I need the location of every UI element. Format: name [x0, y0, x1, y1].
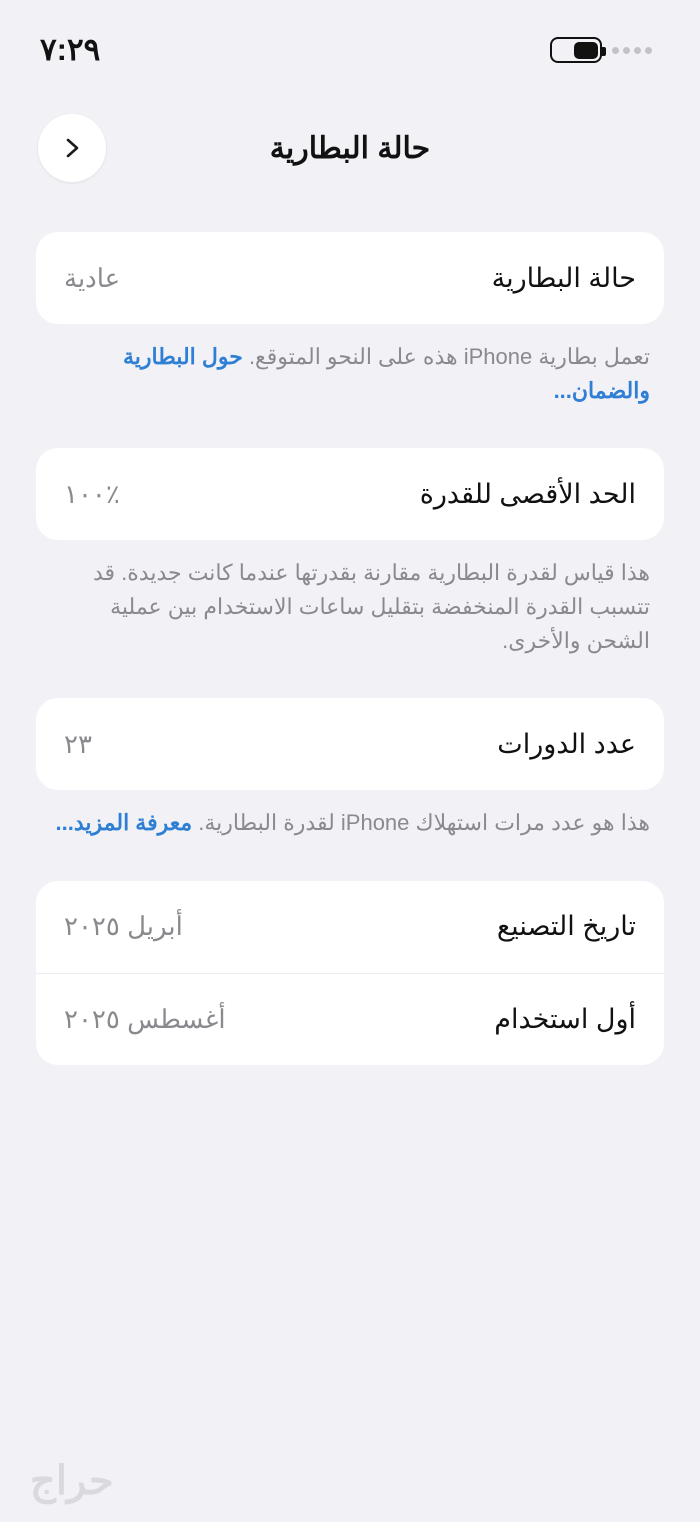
navigation-bar	[0, 100, 700, 196]
row-value: ٢٣	[64, 728, 92, 759]
status-bar	[0, 0, 700, 100]
spacer	[36, 658, 664, 698]
footnote-cycle-count	[36, 790, 664, 840]
row-maximum-capacity[interactable]	[36, 448, 664, 540]
row-value: أغسطس ٢٠٢٥	[64, 1003, 226, 1034]
signal-dots-icon	[612, 47, 652, 54]
battery-icon	[550, 37, 602, 63]
signal-dot	[645, 47, 652, 54]
row-label: تاريخ التصنيع	[496, 911, 636, 942]
row-value: ٪١٠٠	[64, 478, 120, 509]
learn-more-link[interactable]: معرفة المزيد...	[55, 810, 193, 836]
signal-dot	[612, 47, 619, 54]
manufacture-dates-card	[36, 881, 664, 1065]
row-battery-health[interactable]	[36, 232, 664, 324]
footnote-text: هذا قياس لقدرة البطارية مقارنة بقدرتها عندما كانت جديدة. قد تتسبب القدرة المنخفضة بتقليل ساعات الاستخدام بين عملية الشحن والأخرى.	[92, 560, 650, 654]
footnote-maximum-capacity	[36, 540, 664, 658]
row-label: أول استخدام	[494, 1003, 636, 1034]
settings-content	[0, 196, 700, 1065]
battery-warranty-link[interactable]: حول البطارية والضمان...	[123, 344, 650, 404]
status-bar-clock: ٧:٢٩	[40, 32, 101, 67]
maximum-capacity-card	[36, 448, 664, 540]
cycle-count-card	[36, 698, 664, 790]
footnote-battery-health	[36, 324, 664, 408]
row-manufacture-date	[36, 881, 664, 973]
row-label: حالة البطارية	[491, 262, 636, 293]
signal-dot	[634, 47, 641, 54]
chevron-forward-icon[interactable]	[38, 114, 106, 182]
spacer	[36, 408, 664, 448]
row-value: عادية	[64, 262, 121, 293]
row-label: عدد الدورات	[497, 728, 636, 759]
battery-health-card	[36, 232, 664, 324]
row-value: أبريل ٢٠٢٥	[64, 911, 183, 942]
footnote-text: هذا هو عدد مرات استهلاك iPhone لقدرة البطارية.	[192, 810, 650, 836]
status-bar-left	[550, 37, 652, 63]
page-title: حالة البطارية	[269, 131, 431, 165]
battery-fill	[574, 42, 598, 59]
row-first-use	[36, 973, 664, 1065]
row-label: الحد الأقصى للقدرة	[419, 478, 636, 509]
signal-dot	[623, 47, 630, 54]
watermark: حراج	[30, 1459, 114, 1503]
spacer	[36, 841, 664, 881]
footnote-text: تعمل بطارية iPhone هذه على النحو المتوقع.	[242, 344, 650, 369]
row-cycle-count[interactable]	[36, 698, 664, 790]
